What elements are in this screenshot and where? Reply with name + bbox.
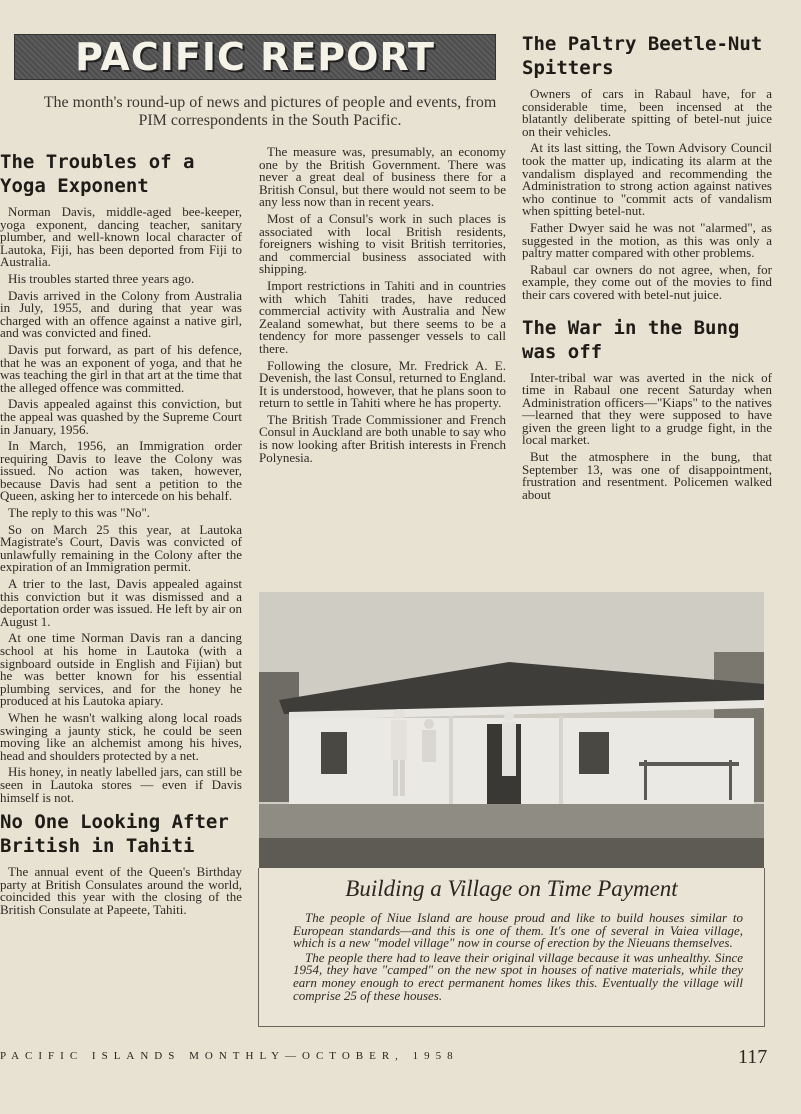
column-1 <box>0 148 242 921</box>
page-footer <box>0 1046 801 1076</box>
column-2 <box>259 146 506 468</box>
article-paragraph: Most of a Consul's work in such places is associated with local British residents, foreigners wishing to visit British territories, and commercial business associated with shipping. <box>259 210 506 277</box>
publication-line: PACIFIC ISLANDS MONTHLY—OCTOBER, 1958 <box>0 1050 459 1062</box>
article-heading: The Paltry Beetle-Nut Spitters <box>522 33 763 79</box>
section-subtitle: The month's round-up of news and pictures of people and events, from PIM correspondents in the South Pacific. <box>43 94 497 129</box>
article-paragraph: Norman Davis, middle-aged bee-keeper, yoga exponent, dancing teacher, sanitary plumber, and well-known local character of Lautoka, Fiji, has been deported from Fiji to Australia. <box>0 204 242 270</box>
article-paragraph: When he wasn't walking along local roads swinging a jaunty stick, he could be seen moving like an alchemist among his hives, head and shoulders protected by a net. <box>0 709 242 763</box>
caption-paragraph: The people of Niue Island are house proud and like to build houses similar to European standards—and this is one of them. It's one of several in Vaiea village, which is a new "model village" now in course of erection by the Nieuans themselves. <box>293 910 743 951</box>
article-paragraph: The measure was, presumably, an economy one by the British Government. There was never a great deal of business there for a British Consul, but there would not seem to be any less now than in recent years. <box>259 144 506 210</box>
article-paragraph: Owners of cars in Rabaul have, for a considerable time, been incensed at the blatantly deliberate spitting of betel-nut juice on their vehicles. <box>522 86 772 139</box>
caption-paragraph: The people there had to leave their original village because it was unhealthy. Since 1954, they have "camped" on the new spot in houses of native materials, while they earn money enough to erect permanent homes likes this. Eventually the village will comprise 25 of these houses. <box>293 949 743 1003</box>
article-bung-war <box>522 316 772 502</box>
article-paragraph: His troubles started three years ago. <box>8 270 195 286</box>
article-paragraph: Davis appealed against this conviction, but the appeal was quashed by the Supreme Court in January, 1956. <box>0 396 242 437</box>
section-banner <box>14 34 496 80</box>
article-tahiti-start <box>0 810 242 916</box>
column-3 <box>522 30 772 505</box>
article-paragraph: His honey, in neatly labelled jars, can still be seen in Lautoka stores — even if Davis himself is not. <box>0 764 242 805</box>
banner-title: PACIFIC REPORT <box>75 35 435 79</box>
article-paragraph: So on March 25 this year, at Lautoka Magistrate's Court, Davis was convicted of unlawfully remaining in the Colony after the expiration of an Immigration permit. <box>0 521 242 575</box>
article-paragraph: Father Dwyer said he was not "alarmed", as suggested in the motion, as this was only a paltry matter compared with other problems. <box>522 219 772 261</box>
article-betel-nut <box>522 32 772 302</box>
article-heading: No One Looking After British in Tahiti <box>0 811 229 858</box>
article-heading: The War in the Bung was off <box>522 316 740 363</box>
photo-caption-title: Building a Village on Time Payment <box>345 876 678 901</box>
article-paragraph: Following the closure, Mr. Fredrick A. E. Devenish, the last Consul, returned to England. It is understood, however, that he plans soon to return to settle in Tahiti where he has property. <box>259 357 506 411</box>
article-paragraph: In March, 1956, an Immigration order requiring Davis to leave the Colony was issued. No action was taken, however, because Davis had sent a petition to the Queen, asking her to intercede on his behalf. <box>0 438 242 504</box>
article-paragraph: Import restrictions in Tahiti and in countries with which Tahiti trades, have reduced commercial activity with Australia and New Zealand somewhat, but there seems to be a tendency for more passenger vessels to call there. <box>259 277 506 356</box>
article-paragraph: Davis arrived in the Colony from Australia in July, 1955, and during that year was charged with an offence against a native girl, and was convicted and fined. <box>0 287 242 341</box>
article-yoga <box>0 150 242 804</box>
article-paragraph: Inter-tribal war was averted in the nick of time in Rabaul one recent Saturday when Administration officers—"Kiaps" to the natives—learned that they were supposed to have given the green light to a grudge fight, in the local market. <box>522 369 772 448</box>
article-paragraph: But the atmosphere in the bung, that September 13, was one of disappointment, frustration and resentment. Policemen walked about <box>522 449 772 502</box>
article-paragraph: A trier to the last, Davis appealed against this conviction but it was dismissed and a deportation order was issued. He left by air on August 1. <box>0 576 242 629</box>
article-paragraph: At one time Norman Davis ran a dancing school at his home in Lautoka (with a signboard outside in English and Fijian) but he was better known for his essential plumbing services, and for the honey he produced at his Lautoka apiary. <box>0 630 242 709</box>
article-heading: The Troubles of a Yoga Exponent <box>0 151 195 197</box>
photo-caption-box <box>258 868 765 1027</box>
page-number: 117 <box>738 1046 768 1068</box>
article-paragraph: The British Trade Commissioner and French Consul in Auckland are both unable to say who is now looking after British interests in French Polynesia. <box>259 411 506 465</box>
article-paragraph: The annual event of the Queen's Birthday party at British Consulates around the world, coincided this year with the closing of the British Consulate at Papeete, Tahiti. <box>0 864 242 917</box>
article-paragraph: Rabaul car owners do not agree, when, for example, they come out of the movies to find their cars covered with betel-nut juice. <box>522 261 772 302</box>
article-paragraph: At its last sitting, the Town Advisory Council took the matter up, indicating its alarm at the vandalism displayed and recommending the Administration to strong action against natives who continue to "commit acts of vandalism when spitting betel-nut. <box>522 140 772 219</box>
article-paragraph: Davis put forward, as part of his defence, that he was an exponent of yoga, and that he was teaching the girl in that art at the time that the alleged offence was committed. <box>0 341 242 395</box>
article-paragraph: The reply to this was "No". <box>8 505 151 521</box>
village-house-photo <box>259 592 764 868</box>
photo-caption-text <box>293 912 743 1004</box>
